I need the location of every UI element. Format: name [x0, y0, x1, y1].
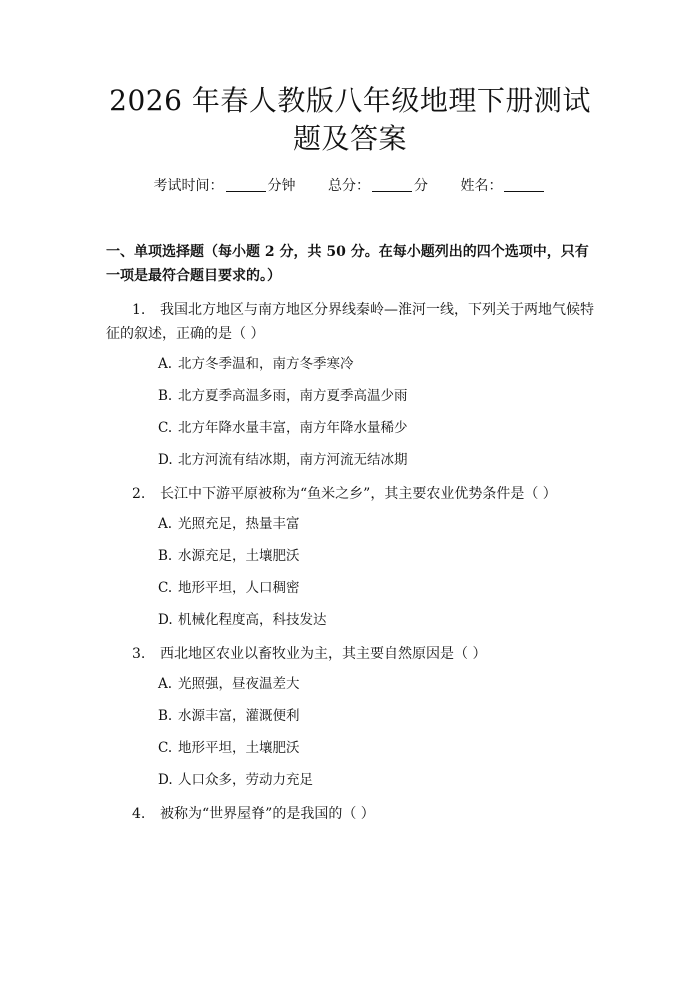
exam-time-label: 考试时间： [153, 178, 224, 194]
question-4 [106, 802, 594, 826]
question-text: 被称为“世界屋脊”的是我国的（ ） [160, 806, 375, 822]
question-number: 1. [132, 302, 146, 318]
option-letter: A. [158, 356, 173, 372]
question-1-options [106, 352, 594, 472]
option-a [158, 672, 594, 696]
student-name-blank [504, 177, 544, 192]
option-text: 北方冬季温和，南方冬季寒冷 [178, 356, 354, 372]
option-a [158, 512, 594, 536]
option-text: 光照强，昼夜温差大 [178, 676, 300, 692]
question-3-options [106, 672, 594, 792]
exam-time-unit: 分钟 [267, 178, 296, 194]
option-letter: C. [158, 420, 173, 436]
option-text: 北方年降水量丰富，南方年降水量稀少 [178, 420, 408, 436]
question-number: 2. [132, 486, 146, 502]
option-text: 人口众多，劳动力充足 [178, 772, 313, 788]
option-text: 北方河流有结冰期，南方河流无结冰期 [178, 452, 408, 468]
option-text: 水源丰富，灌溉便利 [178, 708, 300, 724]
option-a [158, 352, 594, 376]
option-letter: A. [158, 676, 173, 692]
total-score-field [328, 176, 428, 196]
document-title: 2026 年春人教版八年级地理下册测试题及答案 [109, 84, 591, 155]
option-b [158, 384, 594, 408]
question-text: 我国北方地区与南方地区分界线秦岭—淮河一线，下列关于两地气候特征的叙述，正确的是（ ） [106, 302, 594, 342]
option-c [158, 736, 594, 760]
question-text: 西北地区农业以畜牧业为主，其主要自然原因是（ ） [160, 646, 487, 662]
option-letter: D. [158, 452, 173, 468]
exam-time-blank [226, 177, 266, 192]
option-letter: B. [158, 388, 173, 404]
question-number: 3. [132, 646, 146, 662]
option-c [158, 576, 594, 600]
option-c [158, 416, 594, 440]
option-text: 光照充足，热量丰富 [178, 516, 300, 532]
option-text: 水源充足，土壤肥沃 [178, 548, 300, 564]
total-score-unit: 分 [414, 178, 428, 194]
option-letter: D. [158, 612, 173, 628]
option-text: 地形平坦，土壤肥沃 [178, 740, 300, 756]
exam-page [0, 82, 700, 987]
student-name-field [460, 176, 546, 196]
question-text: 长江中下游平原被称为“鱼米之乡”，其主要农业优势条件是（ ） [160, 486, 557, 502]
option-d [158, 768, 594, 792]
option-d [158, 448, 594, 472]
option-d [158, 608, 594, 632]
exam-time-field [154, 176, 296, 196]
option-letter: B. [158, 708, 173, 724]
option-b [158, 704, 594, 728]
option-letter: A. [158, 516, 173, 532]
question-number: 4. [132, 806, 146, 822]
question-1 [106, 298, 594, 346]
question-3 [106, 642, 594, 666]
total-score-blank [372, 177, 412, 192]
option-letter: B. [158, 548, 173, 564]
option-letter: C. [158, 740, 173, 756]
option-letter: D. [158, 772, 173, 788]
option-text: 地形平坦，人口稠密 [178, 580, 300, 596]
option-letter: C. [158, 580, 173, 596]
exam-meta-line [106, 176, 594, 196]
option-b [158, 544, 594, 568]
option-text: 机械化程度高，科技发达 [178, 612, 327, 628]
option-text: 北方夏季高温多雨，南方夏季高温少雨 [178, 388, 408, 404]
question-2 [106, 482, 594, 506]
student-name-label: 姓名： [460, 178, 503, 194]
section-heading: 一、单项选择题（每小题 2 分，共 50 分。在每小题列出的四个选项中，只有一项是最符合题目要求的。） [106, 244, 589, 284]
total-score-label: 总分： [328, 178, 370, 194]
question-2-options [106, 512, 594, 632]
